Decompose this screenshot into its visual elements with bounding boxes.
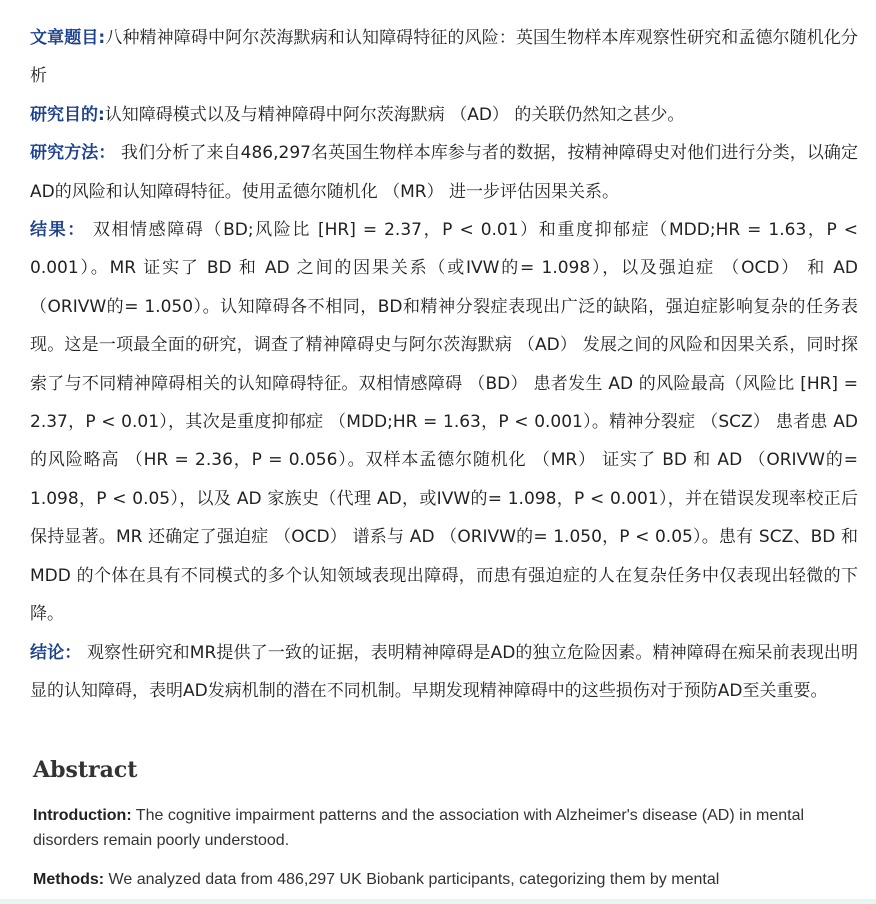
abstract-intro-text: The cognitive impairment patterns and the association with Alzheimer's disease (AD) in mental disorders remain poorly understood. bbox=[33, 807, 805, 849]
cn-conclusion-paragraph bbox=[30, 634, 858, 711]
cn-purpose-text: 认知障碍模式以及与精神障碍中阿尔茨海默病 （AD） 的关联仍然知之甚少。 bbox=[104, 104, 685, 125]
cn-title-label: 文章题目: bbox=[30, 28, 106, 48]
cn-results-text: 双相情感障碍（BD;风险比 [HR] = 2.37，P < 0.01）和重度抑郁症（MDD;HR = 1.63，P < 0.001）。MR 证实了 BD 和 AD 之间的因果关系（或IVW的= 1.098），以及强迫症 （OCD） 和 AD （ORIVW的= 1.050）。认知障碍各不相同，BD和精神分裂症表现出广泛的缺陷，强迫症影响复杂的任务表现。这是一项最全面的研究，调查了精神障碍史与阿尔茨海默病 （AD） 发展之间的风险和因果关系，同时探索了与不同精神障碍相关的认知障碍特征。双相情感障碍 （BD） 患者发生 AD 的风险最高（风险比 [HR] = 2.37，P < 0.01），其次是重度抑郁症 （MDD;HR = 1.63，P < 0.001）。精神分裂症 （SCZ） 患者患 AD 的风险略高 （HR = 2.36，P = 0.056）。双样本孟德尔随机化 （MR） 证实了 BD 和 AD （ORIVW的= 1.098，P < 0.05），以及 AD 家族史（代理 AD，或IVW的= 1.098，P < 0.001），并在错误发现率校正后保持显著。MR 还确定了强迫症 （OCD） 谱系与 AD （ORIVW的= 1.050，P < 0.05）。患有 SCZ、BD 和 MDD 的个体在具有不同模式的多个认知领域表现出障碍，而患有强迫症的人在复杂任务中仅表现出轻微的下降。 bbox=[30, 220, 859, 625]
cn-methods-text: 我们分析了来自486,297名英国生物样本库参与者的数据，按精神障碍史对他们进行分类，以确定AD的风险和认知障碍特征。使用孟德尔随机化 （MR） 进一步评估因果关系。 bbox=[30, 143, 859, 202]
abstract-introduction bbox=[33, 803, 843, 853]
cn-title-text: 八种精神障碍中阿尔茨海默病和认知障碍特征的风险：英国生物样本库观察性研究和孟德尔随机化分析 bbox=[30, 28, 858, 87]
bottom-strip bbox=[0, 899, 876, 904]
cn-purpose-paragraph bbox=[30, 96, 858, 134]
cn-conclusion-text: 观察性研究和MR提供了一致的证据，表明精神障碍是AD的独立危险因素。精神障碍在痴呆前表现出明显的认知障碍，表明AD发病机制的潜在不同机制。早期发现精神障碍中的这些损伤对于预防AD至关重要。 bbox=[30, 642, 859, 701]
abstract-methods bbox=[33, 867, 843, 892]
cn-title-paragraph bbox=[30, 19, 858, 96]
cn-purpose-label: 研究目的: bbox=[30, 104, 105, 125]
abstract-methods-label: Methods: bbox=[33, 871, 105, 888]
chinese-abstract bbox=[30, 19, 858, 710]
cn-conclusion-label: 结论： bbox=[30, 642, 82, 663]
cn-results-paragraph bbox=[30, 211, 858, 633]
abstract-methods-text: We analyzed data from 486,297 UK Biobank participants, categorizing them by mental bbox=[104, 871, 720, 888]
cn-results-label: 结果： bbox=[30, 220, 86, 241]
cn-methods-paragraph bbox=[30, 134, 858, 211]
abstract-intro-label: Introduction: bbox=[33, 807, 132, 824]
abstract-heading: Abstract bbox=[33, 757, 138, 783]
cn-methods-label: 研究方法： bbox=[30, 143, 116, 164]
